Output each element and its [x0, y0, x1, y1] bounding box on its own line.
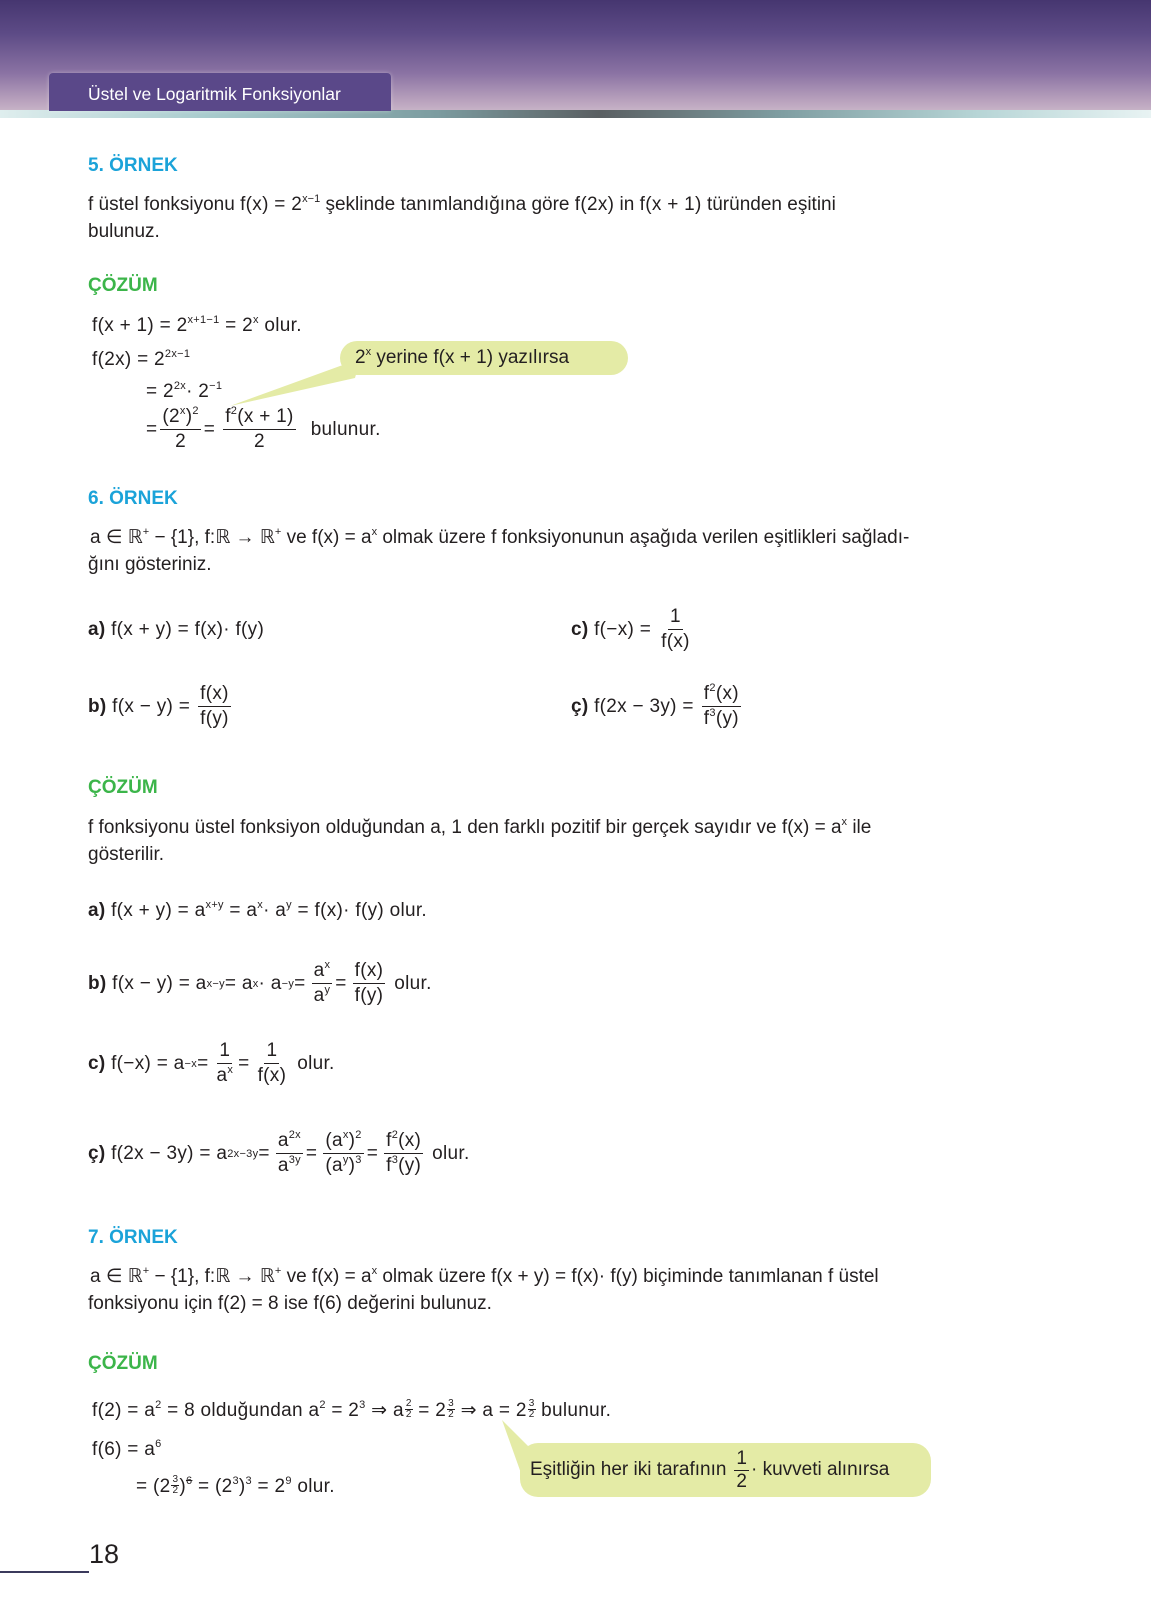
denominator: 2: [528, 1409, 535, 1420]
exponent: 2: [709, 682, 716, 694]
math: (a: [325, 1155, 343, 1176]
math: ve f(x) = a: [281, 1266, 372, 1287]
item-label: ç): [571, 696, 589, 717]
example-6-solution-c: c) f(−x) = a −x = $\frac{1}{a^x}$ = $\frac{1}{f(x)}$ olur.: [88, 1040, 335, 1086]
math: = 8 olduğundan a: [161, 1400, 320, 1421]
exponent: x: [227, 1064, 234, 1076]
math: f(x − y) =: [112, 696, 191, 717]
denominator: 2: [405, 1409, 412, 1420]
exponent: x−1: [302, 193, 321, 205]
exponent: x+y: [205, 899, 224, 911]
math: ): [238, 1476, 246, 1497]
math: (x + 1): [237, 406, 294, 427]
text: f üstel fonksiyonu: [88, 194, 241, 215]
example-5-question-line-2: bulunuz.: [88, 221, 160, 242]
exponent: 2: [355, 1129, 362, 1141]
numerator: 3: [528, 1398, 535, 1409]
example-6-heading: 6. ÖRNEK: [88, 488, 178, 509]
example-5-solution-line-1: [92, 312, 302, 339]
math: = (2: [192, 1476, 233, 1497]
exponent: 6: [155, 1438, 162, 1450]
math: a ∈ ℝ: [90, 527, 143, 548]
numerator: [312, 960, 333, 984]
fraction: [223, 406, 296, 453]
math: ): [185, 406, 193, 427]
math: f(2x): [574, 194, 615, 215]
text: olur.: [291, 1476, 335, 1497]
item-label: a): [88, 900, 106, 921]
denominator: 2: [736, 1470, 747, 1492]
math: − {1}, f:ℝ → ℝ: [149, 1266, 275, 1287]
exponent: x: [253, 314, 259, 326]
text: olmak üzere f(x + y) = f(x)· f(y) biçiminde tanımlanan f üstel: [377, 1266, 879, 1287]
item-label: ç): [88, 1143, 106, 1164]
example-6-question-line-1: [90, 524, 909, 551]
item-label: c): [571, 619, 589, 640]
math: = (2: [136, 1476, 171, 1497]
fraction: [256, 1040, 289, 1087]
example-7-question-line-1: [90, 1263, 879, 1290]
equals: =: [335, 973, 347, 994]
denominator: [214, 1064, 235, 1087]
denominator: f(y): [354, 985, 384, 1006]
math: = 2: [251, 1476, 286, 1497]
math: f: [386, 1130, 392, 1151]
denominator: [384, 1154, 423, 1177]
denominator: 2: [175, 431, 187, 452]
example-6-solution-intro-line-1: [88, 814, 871, 841]
example-6-item-a: [88, 616, 264, 643]
math: =: [197, 1053, 209, 1074]
math: (a: [325, 1130, 343, 1151]
math: (y): [715, 708, 739, 729]
math: f(−x) = a: [111, 1053, 185, 1074]
math: f(x + y) = a: [111, 900, 206, 921]
example-5-solution-line-3: [146, 378, 222, 405]
math: · a: [258, 973, 282, 994]
math: a: [313, 985, 325, 1006]
exponent: +: [274, 526, 282, 538]
exponent: x: [365, 346, 372, 358]
item-label: c): [88, 1053, 106, 1074]
text: ile: [847, 817, 872, 838]
example-5-heading: 5. ÖRNEK: [88, 155, 178, 176]
math: ⇒ a: [365, 1400, 404, 1421]
numerator: 1: [264, 1040, 279, 1064]
exponent: y: [286, 899, 292, 911]
math: · 2: [186, 381, 210, 402]
example-6-item-b: [88, 683, 234, 730]
fraction-exponent: [447, 1399, 455, 1420]
math: f: [386, 1155, 392, 1176]
math: = 2: [219, 315, 253, 336]
equals: =: [238, 1053, 250, 1074]
callout-bubble-example-7: [520, 1443, 931, 1497]
text: şeklinde tanımlandığına göre: [320, 194, 575, 215]
fraction-exponent: [528, 1399, 536, 1420]
fraction: [702, 683, 741, 730]
exponent: 2: [155, 1399, 162, 1411]
exponent: 3: [245, 1475, 252, 1487]
page-number-rule: [0, 1571, 89, 1573]
math: = a: [224, 973, 253, 994]
chapter-title-tab: Üstel ve Logaritmik Fonksiyonlar: [49, 73, 391, 111]
numerator: [384, 1130, 423, 1154]
text: Eşitliğin her iki tarafının: [530, 1459, 727, 1480]
math: f(x + 1) = 2: [92, 315, 188, 336]
item-label: b): [88, 696, 107, 717]
numerator: f(x): [198, 683, 231, 707]
numerator: 3: [172, 1474, 179, 1485]
denominator: 2: [172, 1485, 179, 1496]
math: (2: [162, 406, 180, 427]
math: f(6) = a: [92, 1439, 156, 1460]
math: (x): [398, 1130, 422, 1151]
exponent: 2: [230, 405, 238, 417]
text: olur.: [432, 1143, 470, 1164]
example-6-solution-heading: ÇÖZÜM: [88, 777, 158, 798]
text: · kuvveti alınırsa: [751, 1459, 890, 1480]
math: a: [277, 1155, 289, 1176]
denominator: [323, 1154, 363, 1177]
exponent: x: [324, 959, 331, 971]
exponent: +: [274, 1265, 282, 1277]
exponent: 9: [285, 1475, 292, 1487]
numerator: [702, 683, 741, 707]
math: a: [277, 1130, 289, 1151]
exponent: x: [371, 526, 378, 538]
math: =: [258, 1143, 270, 1164]
exponent: +: [142, 526, 150, 538]
math: ⇒ a = 2: [455, 1400, 527, 1421]
text: in: [614, 194, 640, 215]
header-divider-strip: [0, 110, 1151, 118]
math: f(2) = a: [92, 1400, 156, 1421]
math: a: [313, 960, 325, 981]
example-6-solution-b: b) f(x − y) = a x−y = a x · a −y = $\frac{a^x}{a^y}$ = $\frac{f(x)}{f(y)}$ olur.: [88, 959, 432, 1006]
exponent: 2x−1: [164, 348, 191, 360]
text: yerine f(x + 1) yazılırsa: [371, 347, 570, 368]
text: bulunur.: [310, 419, 381, 440]
exponent: x: [257, 899, 264, 911]
exponent: 2: [319, 1399, 326, 1411]
denominator: f(y): [200, 708, 229, 729]
denominator: [702, 707, 741, 730]
example-5-solution-line-2: [92, 346, 190, 373]
equals: =: [305, 1143, 318, 1164]
example-6-solution-cc: ç) f(2x − 3y) = a 2x−3y = $\frac{a^{2x}}{a^{3y}}$ = $\frac{(a^x)^2}{(a^y)^3}$ = $\frac{f^2(x)}{f^3(y)}$ olur.: [88, 1129, 470, 1176]
text: olmak üzere f fonksiyonunun aşağıda verilen eşitlikleri sağladı-: [377, 527, 910, 548]
example-7-solution-line-3: [136, 1473, 335, 1500]
math: f(2x − 3y) =: [594, 696, 694, 717]
exponent: y: [324, 984, 331, 996]
example-6-item-c: [571, 606, 695, 653]
math: f: [703, 683, 710, 704]
numerator: [323, 1130, 363, 1154]
example-7-solution-line-2: [92, 1436, 162, 1463]
exponent: x: [342, 1129, 349, 1141]
numerator: 1: [736, 1447, 747, 1469]
example-5-question-line-1: [88, 191, 836, 218]
example-6-solution-intro-line-2: gösterilir.: [88, 844, 165, 865]
math: − {1}, f:ℝ → ℝ: [149, 527, 275, 548]
example-7-heading: 7. ÖRNEK: [88, 1227, 178, 1248]
fraction: [198, 683, 231, 730]
math: f(x + y) = f(x)· f(y): [111, 619, 265, 640]
callout-bubble-example-5: [340, 341, 628, 375]
fraction: [659, 606, 692, 653]
fraction: [734, 1449, 749, 1492]
fraction: [353, 960, 386, 1007]
example-6-question-line-2: ğını gösteriniz.: [88, 554, 212, 575]
exponent: x: [179, 405, 186, 417]
text: olur.: [258, 315, 302, 336]
math: ): [348, 1130, 356, 1151]
math: = 2: [146, 381, 174, 402]
math: = a: [223, 900, 258, 921]
cancelled-exponent: 6: [185, 1475, 193, 1487]
item-label: b): [88, 973, 107, 994]
math: f(x + 1): [639, 194, 702, 215]
numerator: [276, 1130, 303, 1154]
exponent: 3: [355, 1154, 362, 1166]
numerator: 1: [217, 1040, 232, 1064]
exponent: 3: [232, 1475, 239, 1487]
math: f(x − y) = a: [112, 973, 207, 994]
fraction: [214, 1040, 235, 1087]
exponent: 2x: [173, 380, 187, 392]
example-6-solution-a: [88, 897, 427, 924]
page-number: 18: [89, 1539, 120, 1569]
fraction: [276, 1130, 303, 1177]
fraction: [160, 406, 200, 453]
math: f(−x) =: [594, 619, 652, 640]
math: = 2: [325, 1400, 360, 1421]
fraction: [312, 960, 333, 1007]
text: türünden eşitini: [701, 194, 836, 215]
math: ): [179, 1476, 186, 1497]
exponent: 3: [391, 1154, 399, 1166]
exponent: 3: [359, 1399, 366, 1411]
text: f fonksiyonu üstel fonksiyon olduğundan a, 1 den farklı pozitif bir gerçek sayıdır ve f(x) = a: [88, 817, 842, 838]
example-5-solution-line-4: [146, 406, 381, 453]
exponent: −1: [209, 380, 223, 392]
example-7-question-line-2: fonksiyonu için f(2) = 8 ise f(6) değerini bulunuz.: [88, 1293, 492, 1314]
math: ): [348, 1155, 356, 1176]
callout-pointer: [230, 358, 360, 408]
numerator: 1: [668, 606, 683, 630]
exponent: 2x: [288, 1129, 301, 1141]
math: 2: [355, 347, 366, 368]
text: olur.: [297, 1053, 335, 1074]
math: a: [216, 1065, 228, 1086]
denominator: [312, 984, 333, 1007]
exponent: x: [841, 816, 848, 828]
numerator: [160, 406, 200, 430]
denominator: 2: [448, 1409, 455, 1420]
math: ve f(x) = a: [281, 527, 372, 548]
example-5-solution-heading: ÇÖZÜM: [88, 275, 158, 296]
denominator: f(x): [661, 631, 690, 652]
equals: =: [146, 419, 158, 440]
math: =: [294, 973, 306, 994]
text: bulunur.: [535, 1400, 612, 1421]
math: f(2x) = 2: [92, 349, 165, 370]
numerator: f(x): [353, 960, 386, 984]
exponent: 3y: [288, 1154, 301, 1166]
math: = 2: [412, 1400, 447, 1421]
math: (x): [715, 683, 739, 704]
exponent: 2: [192, 405, 199, 417]
exponent: x: [371, 1265, 378, 1277]
exponent: 3: [709, 707, 716, 719]
example-7-solution-heading: ÇÖZÜM: [88, 1353, 158, 1374]
math: f: [225, 406, 231, 427]
text: olur.: [394, 973, 432, 994]
equals: =: [203, 419, 216, 440]
numerator: 3: [448, 1398, 455, 1409]
math: f(2x − 3y) = a: [111, 1143, 228, 1164]
exponent: +: [142, 1265, 150, 1277]
denominator: f(x): [257, 1065, 287, 1086]
fraction: [384, 1130, 423, 1177]
example-6-item-cc: [571, 683, 744, 730]
fraction: [323, 1130, 363, 1177]
numerator: [223, 406, 296, 430]
math: = f(x)· f(y) olur.: [291, 900, 427, 921]
exponent: 2: [391, 1129, 399, 1141]
math: · a: [263, 900, 287, 921]
exponent: x+1−1: [187, 314, 220, 326]
denominator: 2: [254, 431, 265, 452]
math: f(x) = 2: [240, 194, 303, 215]
fraction-exponent: [405, 1399, 413, 1420]
math: a ∈ ℝ: [90, 1266, 143, 1287]
exponent: y: [342, 1154, 349, 1166]
numerator: 2: [405, 1398, 412, 1409]
math: (y): [398, 1155, 422, 1176]
denominator: [276, 1154, 303, 1177]
item-label: a): [88, 619, 106, 640]
equals: =: [366, 1143, 379, 1164]
math: f: [703, 708, 710, 729]
